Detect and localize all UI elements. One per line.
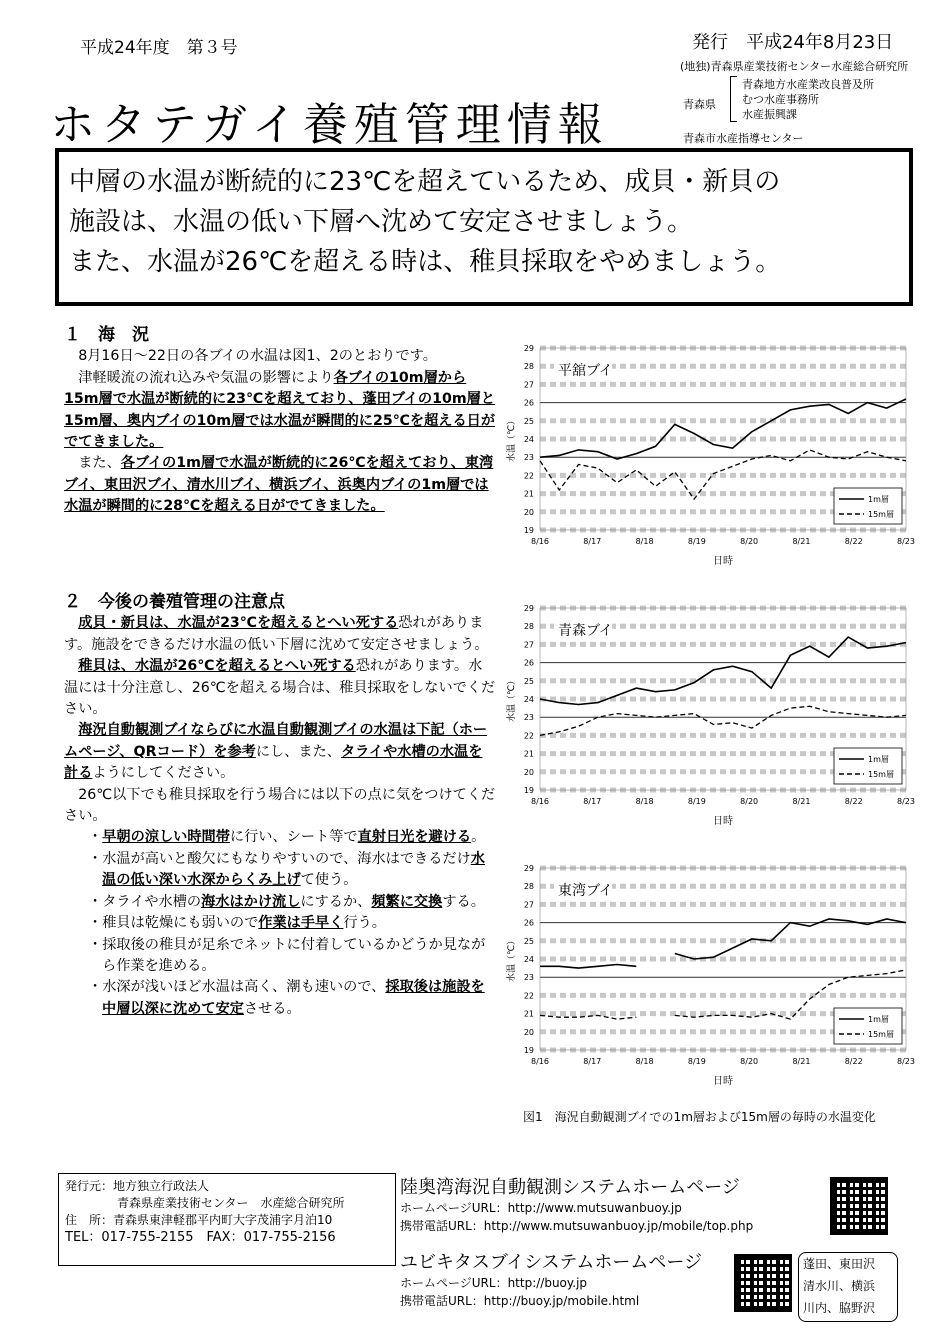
chart-aomori-buoy bbox=[500, 600, 920, 830]
office-list bbox=[742, 77, 874, 122]
x-tick-label: 8/22 bbox=[844, 797, 863, 806]
y-tick-label: 27 bbox=[523, 640, 534, 650]
series-line bbox=[540, 706, 906, 735]
site1-box bbox=[400, 1173, 896, 1243]
paragraph: また、各ブイの1m層で水温が断続的に26℃を超えており、東湾ブイ、東田沢ブイ、清水川ブイ、横浜ブイ、浜奥内ブイの1m層では水温が瞬間的に28℃を超える日がでてきました。 bbox=[64, 455, 494, 515]
x-tick-label: 8/23 bbox=[897, 1057, 915, 1066]
y-tick-label: 27 bbox=[523, 380, 534, 390]
x-tick-label: 8/21 bbox=[792, 1057, 811, 1066]
chart-title: 東湾ブイ bbox=[558, 883, 613, 899]
issuer-line: 地方独立行政法人 bbox=[113, 1179, 210, 1193]
headline-box bbox=[55, 148, 913, 306]
y-tick-label: 25 bbox=[523, 676, 534, 686]
y-tick-label: 26 bbox=[523, 658, 534, 668]
x-axis-label: 日時 bbox=[713, 556, 733, 567]
office-item: 水産振興課 bbox=[742, 108, 797, 121]
site1-mobile-url[interactable]: 携帯電話URL：http://www.mutsuwanbuoy.jp/mobile/top.php bbox=[400, 1219, 754, 1233]
x-tick-label: 8/16 bbox=[531, 537, 549, 546]
legend-label: 15m層 bbox=[868, 510, 894, 519]
x-axis-label: 日時 bbox=[713, 816, 733, 827]
list-item: ・早朝の涼しい時間帯に行い、シート等で直射日光を避ける。 bbox=[88, 829, 486, 846]
x-tick-label: 8/19 bbox=[687, 797, 706, 806]
issuer-line: 青森県産業技術センター 水産総合研究所 bbox=[117, 1196, 345, 1210]
address: 青森県東津軽郡平内町大字茂浦字月泊10 bbox=[113, 1213, 333, 1227]
y-tick-label: 24 bbox=[523, 435, 534, 444]
paragraph: 津軽暖流の流れ込みや気温の影響により各ブイの10m層から15m層で水温が断続的に23℃を超えており、蓬田ブイの10m層と15m層、奥内ブイの10m層では水温が瞬間的に25℃を超える日がでてきました。 bbox=[64, 369, 496, 451]
issuer-label: 発行元： bbox=[65, 1179, 114, 1193]
section-management bbox=[64, 592, 496, 1020]
issue-number: 平成24年度 第３号 bbox=[80, 38, 238, 58]
section-heading: １ 海 況 bbox=[64, 325, 149, 345]
series-line bbox=[540, 399, 906, 459]
chart-title: 平舘ブイ bbox=[558, 363, 613, 379]
qr-code-icon bbox=[734, 1254, 792, 1312]
y-tick-label: 19 bbox=[523, 1046, 534, 1055]
section-heading: ２ 今後の養殖管理の注意点 bbox=[64, 592, 285, 612]
issuer-box bbox=[58, 1173, 396, 1266]
y-tick-label: 24 bbox=[523, 695, 534, 704]
series-line bbox=[540, 637, 906, 704]
y-tick-label: 25 bbox=[523, 416, 534, 426]
brace bbox=[730, 76, 737, 122]
figure-caption: 図1 海況自動観測ブイでの1m層および15m層の毎時の水温変化 bbox=[523, 1110, 876, 1124]
x-tick-label: 8/17 bbox=[583, 797, 602, 806]
y-tick-label: 22 bbox=[523, 991, 534, 1001]
legend-label: 15m層 bbox=[868, 1030, 894, 1039]
y-tick-label: 23 bbox=[523, 973, 534, 983]
paragraph: 稚貝は、水温が26℃を超えるとへい死する恐れがあります。水温には十分注意し、26℃を超える場合は、稚貝採取をしないでください。 bbox=[64, 658, 496, 718]
x-tick-label: 8/22 bbox=[844, 1057, 863, 1066]
paragraph: 海況自動観測ブイならびに水温自動観測ブイの水温は下記（ホームページ、QRコード）を参考にし、また、タライや水槽の水温を計るようにしてください。 bbox=[64, 722, 488, 782]
list-item: ・タライや水槽の海水はかけ流しにするか、頻繁に交換する。 bbox=[88, 893, 485, 910]
chart-title: 青森ブイ bbox=[558, 623, 613, 639]
area-line: 蓬田、東田沢 bbox=[803, 1257, 876, 1271]
page-title: ホタテガイ養殖管理情報 bbox=[50, 98, 609, 151]
site2-mobile-url[interactable]: 携帯電話URL：http://buoy.jp/mobile.html bbox=[400, 1294, 640, 1308]
site1-pc-url[interactable]: ホームページURL：http://www.mutsuwanbuoy.jp bbox=[400, 1201, 682, 1215]
y-tick-label: 19 bbox=[523, 526, 534, 535]
x-axis-label: 日時 bbox=[713, 1076, 733, 1087]
y-tick-label: 21 bbox=[523, 749, 534, 759]
y-axis-label: 水温（℃） bbox=[507, 935, 517, 983]
legend-label: 1m層 bbox=[868, 495, 889, 504]
list-item: ・水温が高いと酸欠にもなりやすいので、海水はできるだけ水温の低い深い水深からくみ上げて使う。 bbox=[88, 850, 485, 889]
y-tick-label: 29 bbox=[523, 604, 534, 613]
y-tick-label: 23 bbox=[523, 453, 534, 463]
y-tick-label: 21 bbox=[523, 1009, 534, 1019]
x-tick-label: 8/18 bbox=[635, 797, 654, 806]
y-axis-label: 水温（℃） bbox=[507, 675, 517, 723]
y-tick-label: 29 bbox=[523, 864, 534, 873]
x-tick-label: 8/17 bbox=[583, 537, 602, 546]
y-tick-label: 19 bbox=[523, 786, 534, 795]
x-tick-label: 8/23 bbox=[897, 797, 915, 806]
publish-date: 発行 平成24年8月23日 bbox=[692, 32, 894, 53]
x-tick-label: 8/16 bbox=[531, 797, 549, 806]
publisher-top: (地独)青森県産業技術センター水産総合研究所 bbox=[680, 60, 909, 73]
headline-line: また、水温が26℃を超える時は、稚貝採取をやめましょう。 bbox=[69, 247, 782, 277]
y-tick-label: 29 bbox=[523, 344, 534, 353]
site2-pc-url[interactable]: ホームページURL：http://buoy.jp bbox=[400, 1276, 588, 1290]
office-item: むつ水産事務所 bbox=[742, 93, 819, 106]
qr-code-icon bbox=[830, 1177, 888, 1235]
legend-label: 15m層 bbox=[868, 770, 894, 779]
site2-title: ユビキタスブイシステムホームページ bbox=[400, 1252, 703, 1273]
x-tick-label: 8/20 bbox=[740, 537, 759, 546]
y-tick-label: 28 bbox=[523, 622, 534, 632]
legend-label: 1m層 bbox=[868, 1015, 889, 1024]
paragraph: 26℃以下でも稚貝採取を行う場合には以下の点に気をつけてください。 bbox=[64, 786, 496, 825]
y-tick-label: 24 bbox=[523, 955, 534, 964]
x-tick-label: 8/23 bbox=[897, 537, 915, 546]
y-tick-label: 22 bbox=[523, 471, 534, 481]
x-tick-label: 8/22 bbox=[844, 537, 863, 546]
y-tick-label: 20 bbox=[523, 507, 534, 517]
y-axis-label: 水温（℃） bbox=[507, 415, 517, 463]
x-tick-label: 8/18 bbox=[635, 537, 654, 546]
x-tick-label: 8/19 bbox=[687, 1057, 706, 1066]
office-item: 青森地方水産業改良普及所 bbox=[742, 78, 874, 91]
legend-label: 1m層 bbox=[868, 755, 889, 764]
x-tick-label: 8/20 bbox=[740, 797, 759, 806]
address-label: 住 所： bbox=[65, 1213, 114, 1227]
y-tick-label: 21 bbox=[523, 489, 534, 499]
section-sea-conditions bbox=[64, 325, 496, 518]
x-tick-label: 8/21 bbox=[792, 537, 811, 546]
phone-fax: TEL：017-755-2155 FAX：017-755-2156 bbox=[65, 1230, 336, 1245]
x-tick-label: 8/19 bbox=[687, 537, 706, 546]
y-tick-label: 22 bbox=[523, 731, 534, 741]
y-tick-label: 28 bbox=[523, 882, 534, 892]
y-tick-label: 20 bbox=[523, 1027, 534, 1037]
headline-line: 施設は、水温の低い下層へ沈めて安定させましょう。 bbox=[69, 207, 694, 237]
paragraph: 8月16日～22日の各ブイの水温は図1、2のとおりです。 bbox=[78, 348, 437, 365]
site1-title: 陸奥湾海況自動観測システムホームページ bbox=[400, 1177, 740, 1198]
publisher-bottom: 青森市水産指導センター bbox=[683, 132, 804, 145]
y-tick-label: 23 bbox=[523, 713, 534, 723]
chart-higashiwan-buoy bbox=[500, 860, 920, 1090]
chart-tairadate-buoy bbox=[500, 340, 920, 570]
y-tick-label: 25 bbox=[523, 936, 534, 946]
list-item: ・採取後の稚貝が足糸でネットに付着しているかどうか見ながら作業を進める。 bbox=[88, 936, 486, 974]
x-tick-label: 8/17 bbox=[583, 1057, 602, 1066]
list-item: ・水深が浅いほど水温は高く、潮も速いので、採取後は施設を中層以深に沈めて安定させる。 bbox=[88, 979, 485, 1017]
list-item: ・稚貝は乾燥にも弱いので作業は手早く行う。 bbox=[88, 915, 386, 932]
pref-label: 青森県 bbox=[683, 98, 716, 111]
x-tick-label: 8/18 bbox=[635, 1057, 654, 1066]
x-tick-label: 8/16 bbox=[531, 1057, 549, 1066]
area-line: 清水川、横浜 bbox=[803, 1279, 876, 1293]
y-tick-label: 27 bbox=[523, 900, 534, 910]
y-tick-label: 20 bbox=[523, 767, 534, 777]
y-tick-label: 28 bbox=[523, 362, 534, 372]
buoy-areas-box bbox=[798, 1252, 898, 1322]
x-tick-label: 8/20 bbox=[740, 1057, 759, 1066]
y-tick-label: 26 bbox=[523, 918, 534, 928]
x-tick-label: 8/21 bbox=[792, 797, 811, 806]
area-line: 川内、脇野沢 bbox=[803, 1301, 876, 1315]
headline-line: 中層の水温が断続的に23℃を超えているため、成貝・新貝の bbox=[69, 167, 781, 197]
paragraph: 成貝・新貝は、水温が23℃を超えるとへい死する恐れがあります。施設をできるだけ水温の低い下層に沈めて安定させましょう。 bbox=[64, 615, 489, 653]
y-tick-label: 26 bbox=[523, 398, 534, 408]
